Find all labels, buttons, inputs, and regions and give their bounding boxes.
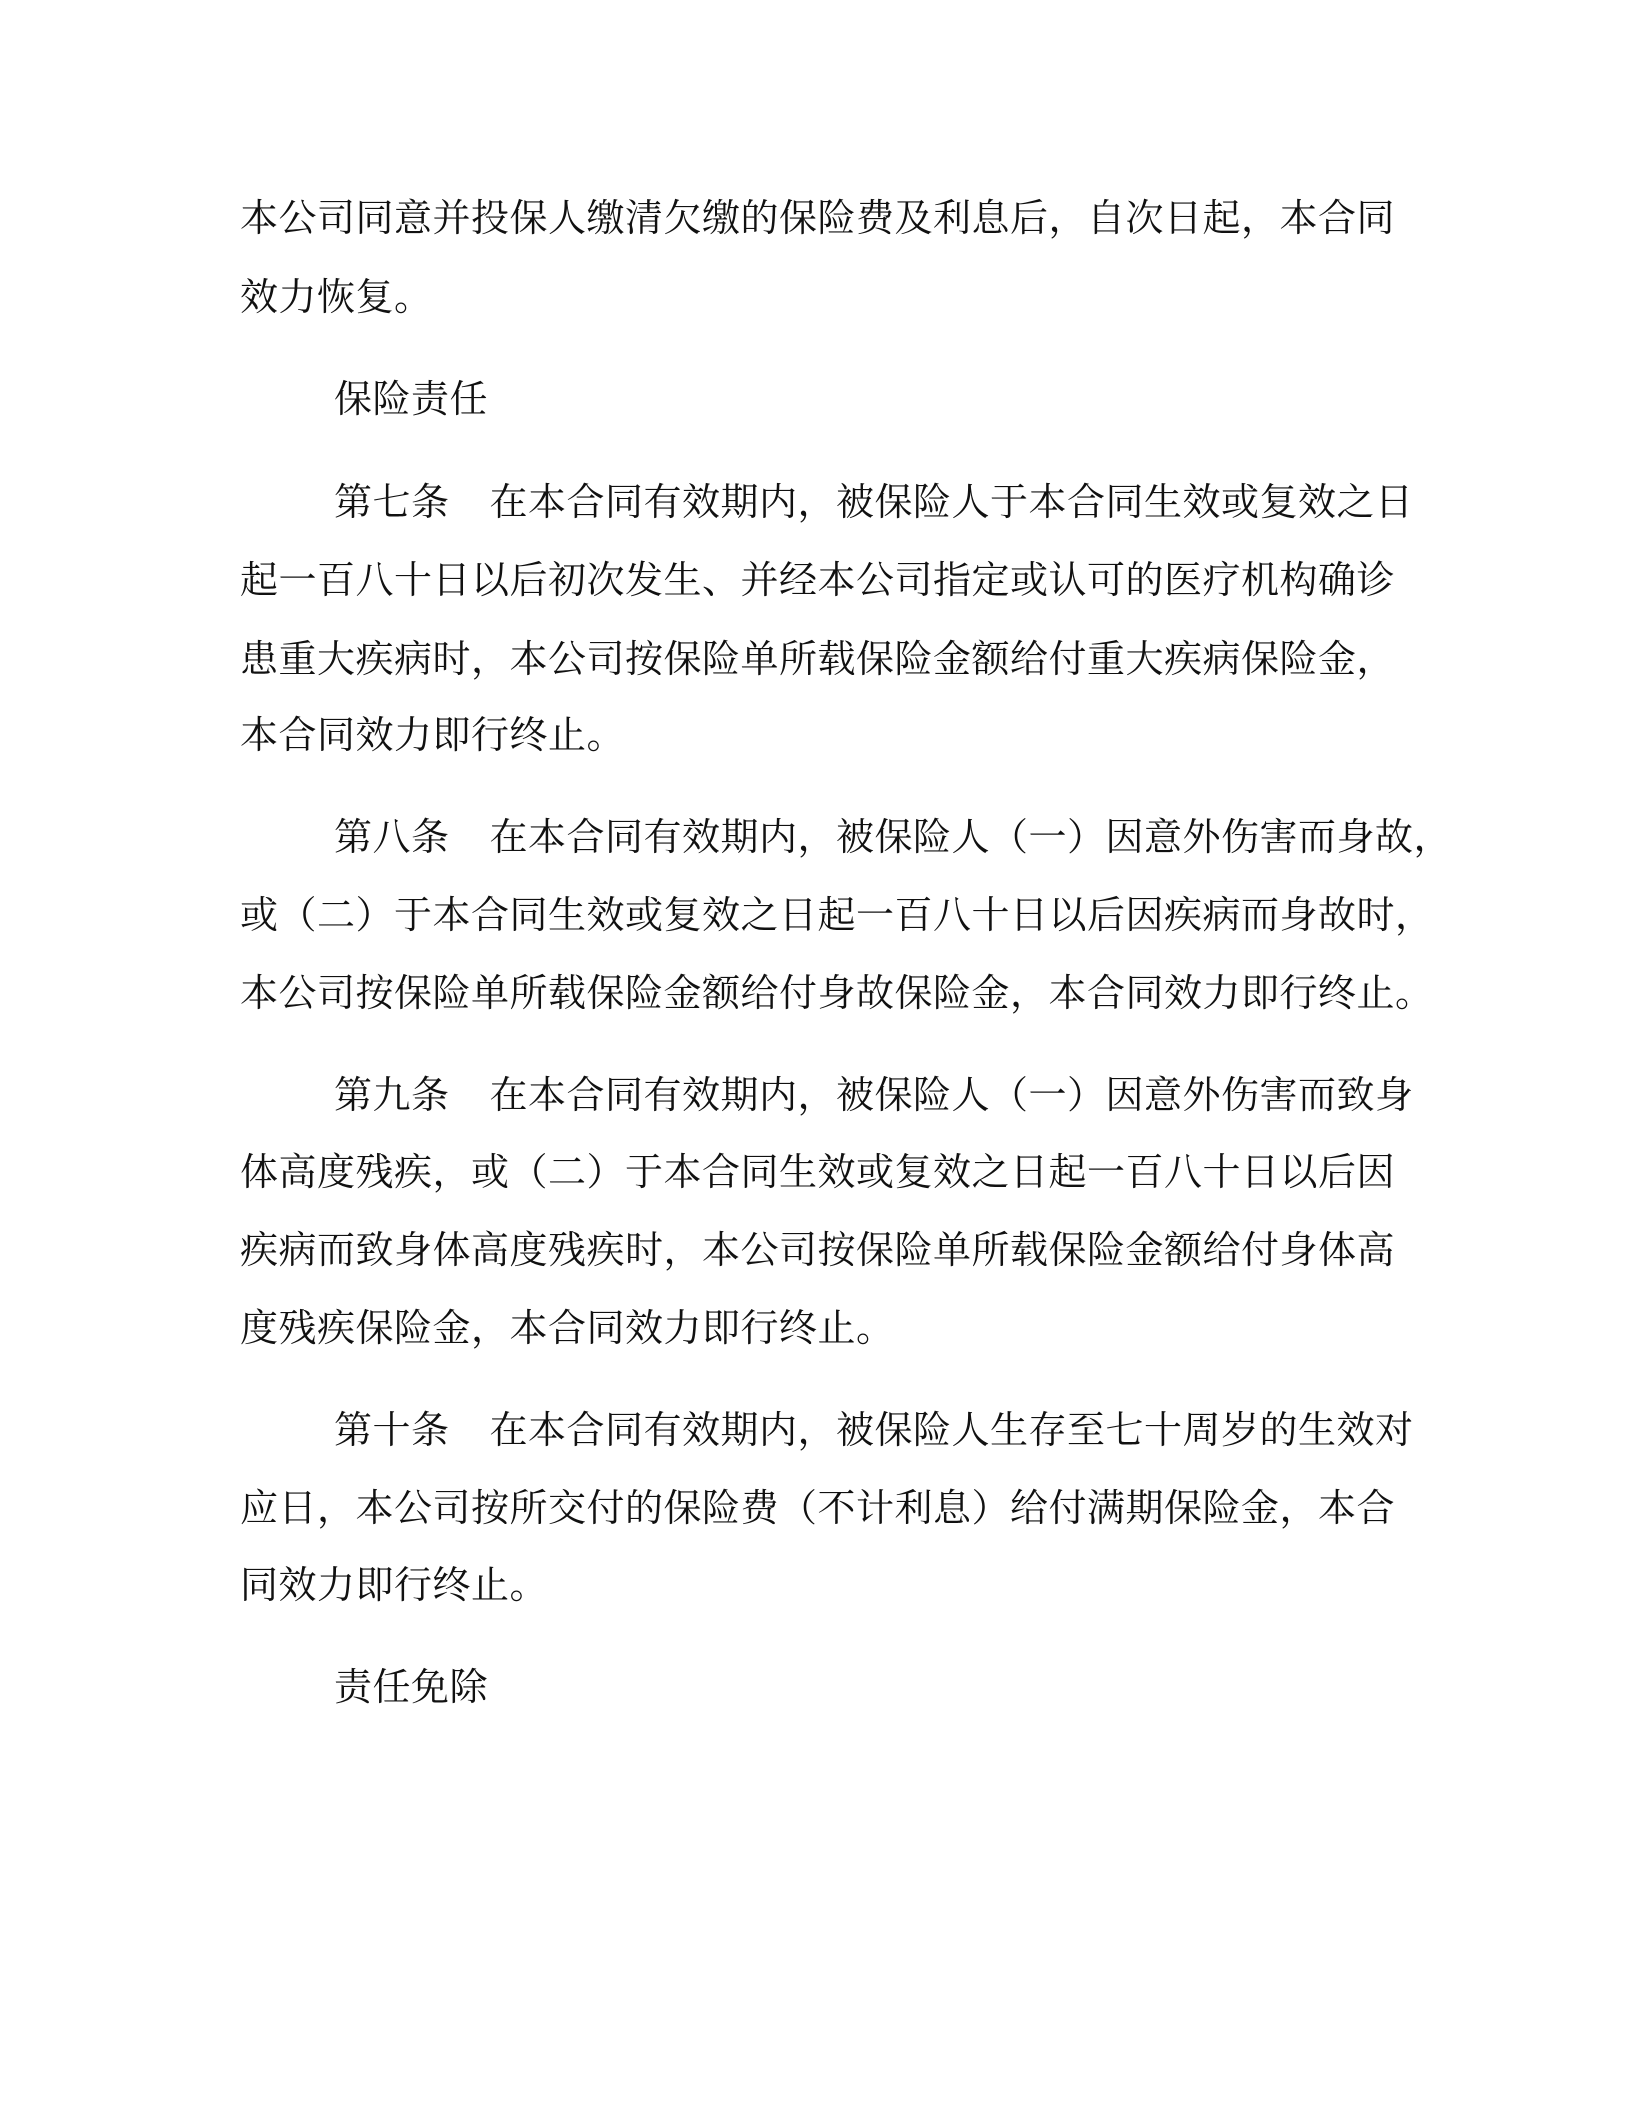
article-8-first-line [334, 815, 1453, 859]
article-8-line-3: 本公司按保险单所载保险金额给付身故保险金，本合同效力即行终止。 [240, 971, 1434, 1015]
article-9-line-4: 度残疾保险金，本合同效力即行终止。 [240, 1306, 895, 1350]
article-10-line-3: 同效力即行终止。 [240, 1563, 549, 1607]
article-8-number: 第八条 [334, 815, 450, 859]
article-7-line-3: 患重大疾病时，本公司按保险单所载保险金额给付重大疾病保险金， [240, 637, 1396, 681]
article-10-number: 第十条 [334, 1408, 450, 1452]
article-8-text: 在本合同有效期内，被保险人（一）因意外伤害而身故， [489, 815, 1453, 859]
continuation-line-1: 本公司同意并投保人缴清欠缴的保险费及利息后，自次日起，本合同 [240, 196, 1396, 240]
article-7-number: 第七条 [334, 480, 450, 524]
article-9-first-line [334, 1073, 1414, 1117]
article-9-number: 第九条 [334, 1073, 450, 1117]
article-7-text: 在本合同有效期内，被保险人于本合同生效或复效之日 [489, 480, 1414, 524]
section-heading-insurance-liability: 保险责任 [334, 377, 489, 421]
article-9-line-2: 体高度残疾，或（二）于本合同生效或复效之日起一百八十日以后因 [240, 1150, 1396, 1194]
article-9-text: 在本合同有效期内，被保险人（一）因意外伤害而致身 [489, 1073, 1414, 1117]
article-7-line-4: 本合同效力即行终止。 [240, 713, 626, 757]
article-10-text: 在本合同有效期内，被保险人生存至七十周岁的生效对 [489, 1408, 1414, 1452]
continuation-line-2: 效力恢复。 [240, 275, 433, 319]
article-10-first-line [334, 1408, 1414, 1452]
article-8-line-2: 或（二）于本合同生效或复效之日起一百八十日以后因疾病而身故时， [240, 893, 1434, 937]
article-9-line-3: 疾病而致身体高度残疾时，本公司按保险单所载保险金额给付身体高 [240, 1228, 1396, 1272]
article-10-line-2: 应日，本公司按所交付的保险费（不计利息）给付满期保险金，本合 [240, 1486, 1396, 1530]
article-7-line-2: 起一百八十日以后初次发生、并经本公司指定或认可的医疗机构确诊 [240, 558, 1396, 602]
article-7-first-line [334, 480, 1414, 524]
section-heading-exclusions: 责任免除 [334, 1665, 489, 1709]
